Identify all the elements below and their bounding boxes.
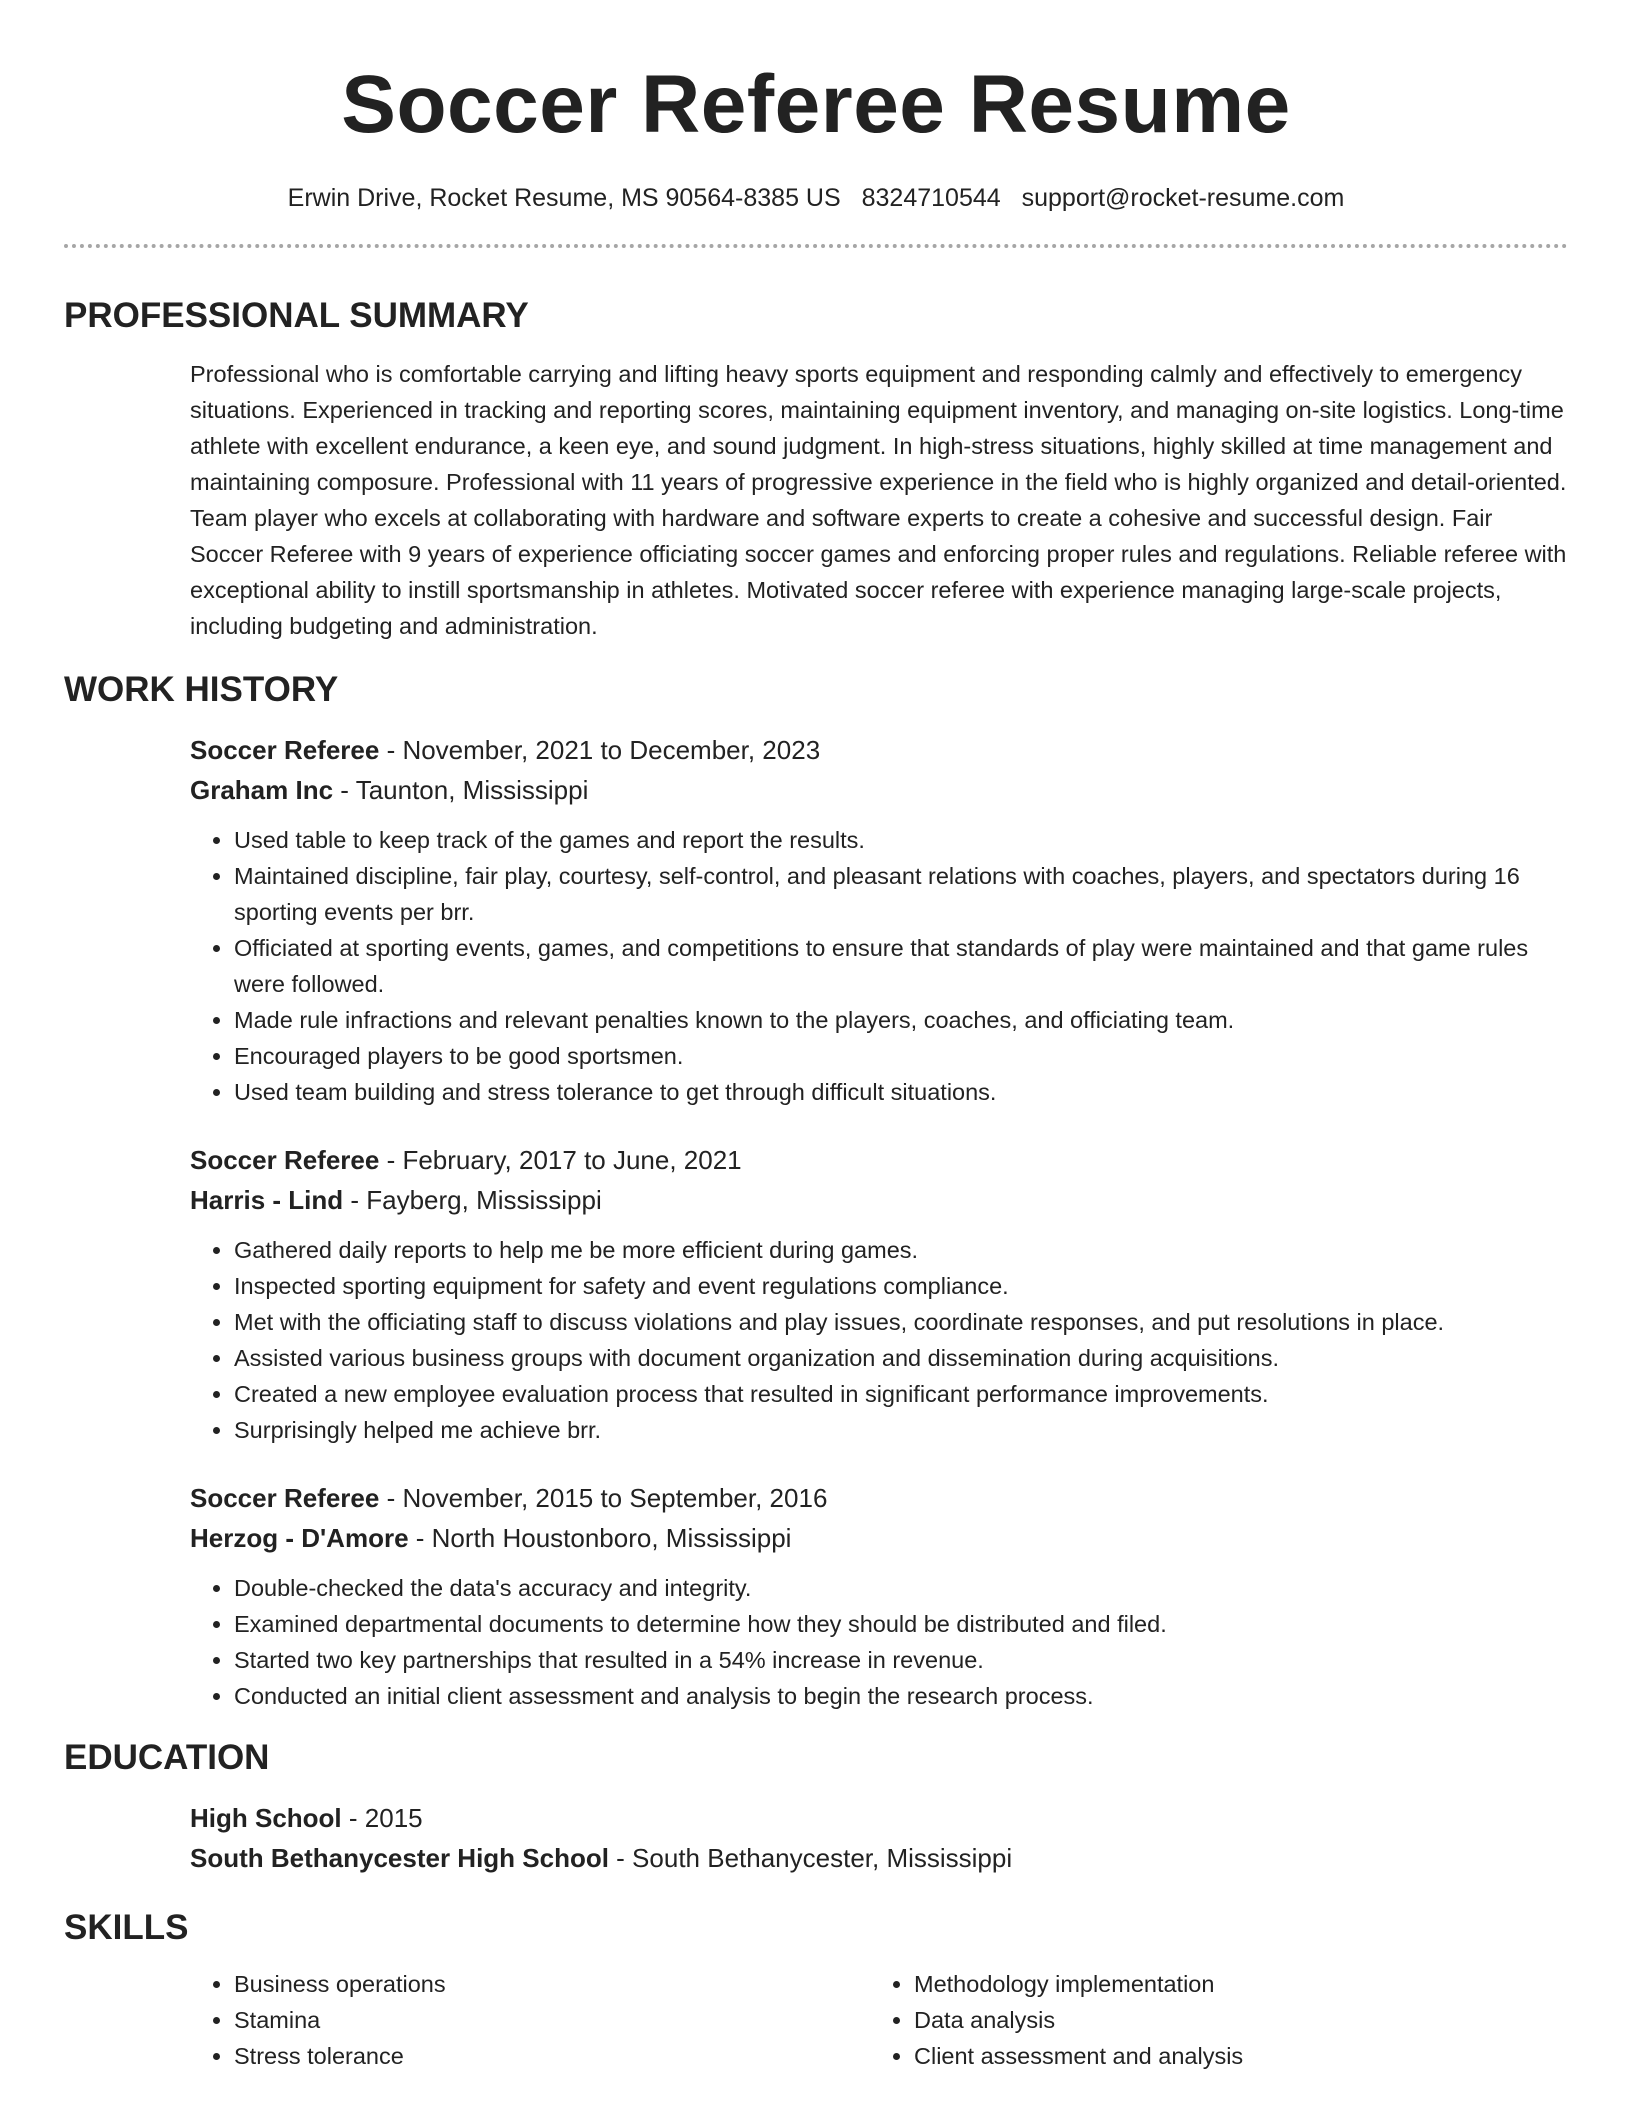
- section-heading-education: EDUCATION: [64, 1738, 270, 1777]
- section-heading-summary: PROFESSIONAL SUMMARY: [64, 296, 529, 335]
- job-company-line: [190, 1518, 1568, 1558]
- contact-line: [64, 182, 1568, 214]
- job-bullet: • Inspected sporting equipment for safety and event regulations compliance.: [234, 1268, 1568, 1304]
- education-degree: High School: [190, 1803, 342, 1833]
- job-company: Herzog - D'Amore: [190, 1523, 409, 1553]
- skill-item: • Stamina: [234, 2002, 870, 2038]
- job-bullet: • Officiated at sporting events, games, and competitions to ensure that standards of play were maintained and that game rules were followed.: [234, 930, 1568, 1002]
- job-title: Soccer Referee: [190, 735, 380, 765]
- contact-phone: 8324710544: [861, 184, 1001, 212]
- job-bullet: • Examined departmental documents to determine how they should be distributed and filed.: [234, 1606, 1568, 1642]
- job-dates: - February, 2017 to June, 2021: [379, 1145, 742, 1175]
- education-year: - 2015: [341, 1803, 423, 1833]
- education-location: - South Bethanycester, Mississippi: [608, 1843, 1013, 1873]
- job-bullet-list: [190, 1570, 1568, 1714]
- job-bullet-list: [190, 1232, 1568, 1448]
- job-company-line: [190, 770, 1568, 810]
- resume-title: Soccer Referee Resume: [341, 59, 1291, 150]
- skills-columns: [190, 1966, 1568, 2074]
- job-bullet: • Used table to keep track of the games and report the results.: [234, 822, 1568, 858]
- contact-email: support@rocket-resume.com: [1021, 184, 1345, 212]
- job-entry-1: [190, 730, 1568, 1110]
- skills-list-right: [870, 1966, 1554, 2074]
- job-bullet: • Made rule infractions and relevant penalties known to the players, coaches, and officiating team.: [234, 1002, 1568, 1038]
- job-company: Harris - Lind: [190, 1185, 344, 1215]
- job-dates: - November, 2015 to September, 2016: [379, 1483, 828, 1513]
- job-location: - North Houstonboro, Mississippi: [408, 1523, 792, 1553]
- job-bullet: • Assisted various business groups with document organization and dissemination during acquisitions.: [234, 1340, 1568, 1376]
- job-bullet: • Created a new employee evaluation process that resulted in significant performance improvements.: [234, 1376, 1568, 1412]
- job-bullet: • Gathered daily reports to help me be more efficient during games.: [234, 1232, 1568, 1268]
- resume-page: [64, 0, 1568, 2074]
- job-title: Soccer Referee: [190, 1483, 380, 1513]
- education-school-line: [190, 1838, 1568, 1878]
- job-company: Graham Inc: [190, 775, 334, 805]
- job-bullet: • Used team building and stress tolerance to get through difficult situations.: [234, 1074, 1568, 1110]
- job-bullet: • Surprisingly helped me achieve brr.: [234, 1412, 1568, 1448]
- job-bullet: • Conducted an initial client assessment and analysis to begin the research process.: [234, 1678, 1568, 1714]
- education-entry: [190, 1798, 1568, 1878]
- job-entry-3: [190, 1478, 1568, 1714]
- education-degree-line: [190, 1798, 1568, 1838]
- job-bullet-list: [190, 822, 1568, 1110]
- job-title-line: [190, 1140, 1568, 1180]
- job-location: - Taunton, Mississippi: [333, 775, 589, 805]
- education-school: South Bethanycester High School: [190, 1843, 609, 1873]
- job-dates: - November, 2021 to December, 2023: [379, 735, 821, 765]
- job-bullet: • Started two key partnerships that resulted in a 54% increase in revenue.: [234, 1642, 1568, 1678]
- skill-item: • Stress tolerance: [234, 2038, 870, 2074]
- job-bullet: • Encouraged players to be good sportsmen.: [234, 1038, 1568, 1074]
- skill-item: • Business operations: [234, 1966, 870, 2002]
- job-company-line: [190, 1180, 1568, 1220]
- header-divider: [64, 244, 1568, 248]
- job-bullet: • Met with the officiating staff to discuss violations and play issues, coordinate responses, and put resolutions in place.: [234, 1304, 1568, 1340]
- contact-address: Erwin Drive, Rocket Resume, MS 90564-8385 US: [287, 184, 841, 212]
- section-heading-skills: SKILLS: [64, 1908, 189, 1947]
- summary-text: Professional who is comfortable carrying and lifting heavy sports equipment and responding calmly and effectively to emergency situations. Experienced in tracking and reporting scores, maintaining equipment inventory, and managing on-site logistics. Long-time athlete with excellent endurance, a keen eye, and sound judgment. In high-stress situations, highly skilled at time management and maintaining composure. Professional with 11 years of progressive experience in the field who is highly organized and detail-oriented. Team player who excels at collaborating with hardware and software experts to create a cohesive and successful design. Fair Soccer Referee with 9 years of experience officiating soccer games and enforcing proper rules and regulations. Reliable referee with exceptional ability to instill sportsmanship in athletes. Motivated soccer referee with experience managing large-scale projects, including budgeting and administration.: [190, 361, 1567, 639]
- skill-item: • Client assessment and analysis: [914, 2038, 1554, 2074]
- job-bullet: • Maintained discipline, fair play, courtesy, self-control, and pleasant relations with coaches, players, and spectators during 16 sporting events per brr.: [234, 858, 1568, 930]
- skill-item: • Methodology implementation: [914, 1966, 1554, 2002]
- skills-list-left: [190, 1966, 870, 2074]
- job-entry-2: [190, 1140, 1568, 1448]
- job-title: Soccer Referee: [190, 1145, 380, 1175]
- job-title-line: [190, 730, 1568, 770]
- job-bullet: • Double-checked the data's accuracy and integrity.: [234, 1570, 1568, 1606]
- job-location: - Fayberg, Mississippi: [343, 1185, 602, 1215]
- skill-item: • Data analysis: [914, 2002, 1554, 2038]
- job-title-line: [190, 1478, 1568, 1518]
- section-heading-work-history: WORK HISTORY: [64, 670, 339, 709]
